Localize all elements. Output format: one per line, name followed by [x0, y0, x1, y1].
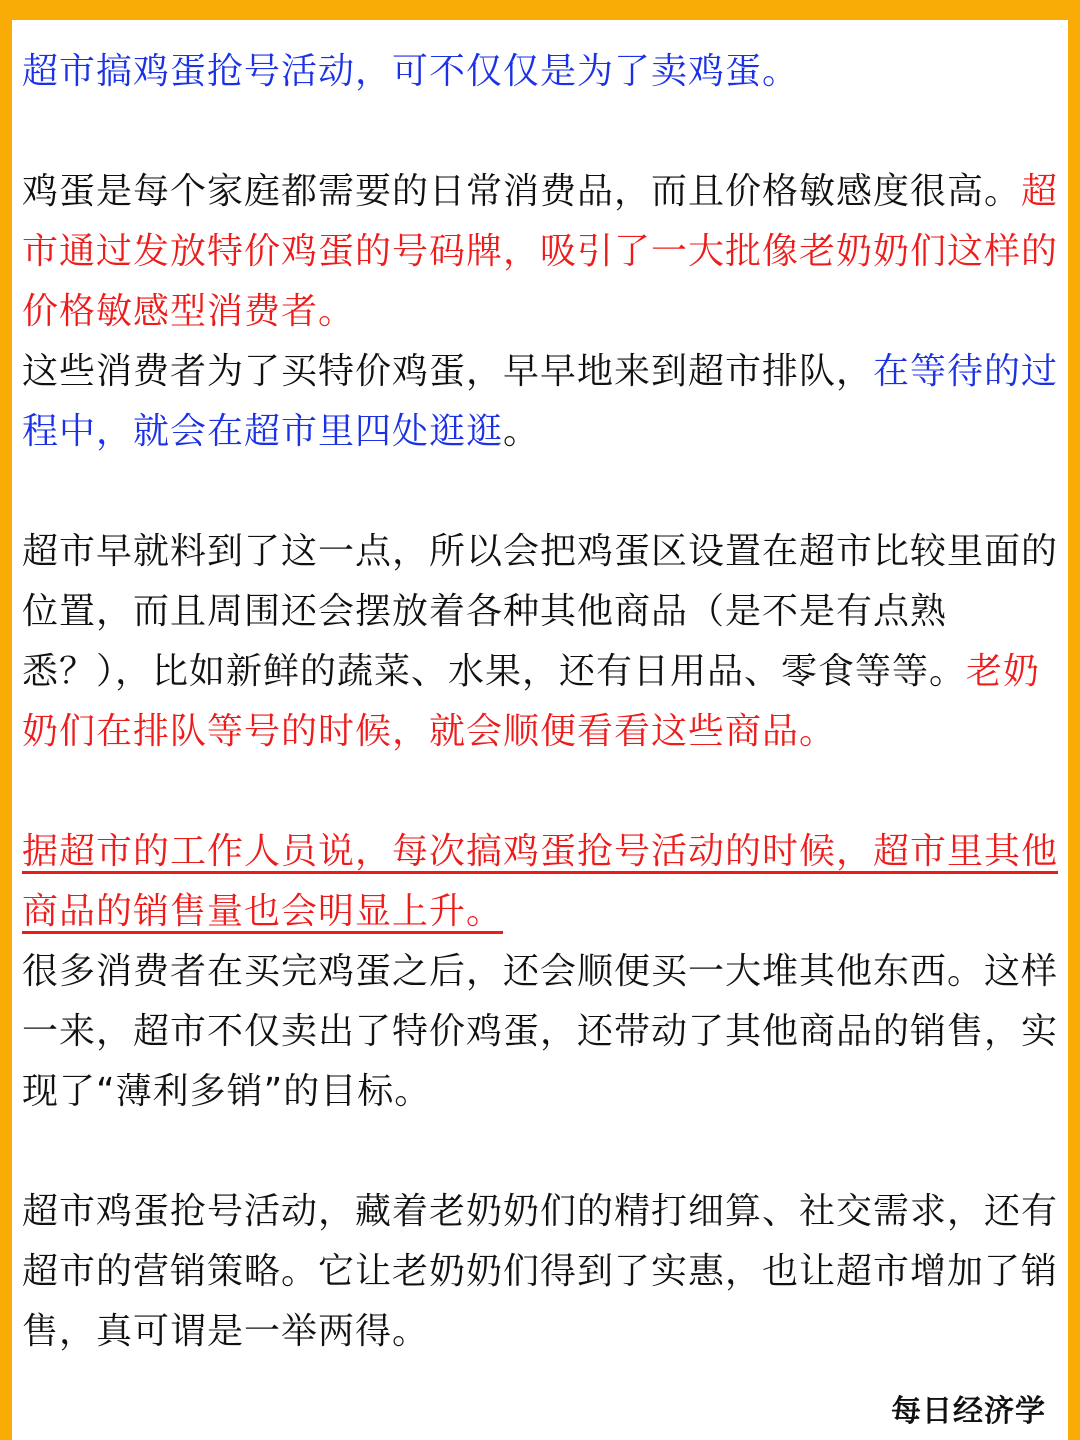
paragraph-sales-increase: [22, 822, 1062, 942]
paragraph-text: 这些消费者为了买特价鸡蛋，早早地来到超市排队，: [22, 351, 874, 392]
article-body: [22, 42, 1062, 1362]
highlight-blue-text: 在等待的过程中，就会在超市里四处逛逛: [22, 351, 1059, 452]
highlight-red-text: 老奶奶们在排队等号的时候，就会顺便看看这些商品。: [22, 651, 1041, 752]
highlight-red-text: 超市通过发放特价鸡蛋的号码牌，吸引了一大批像老奶奶们这样的价格敏感型消费者。: [22, 171, 1059, 332]
paragraph-text: 很多消费者在买完鸡蛋之后，还会顺便买一大堆其他东西。这样一来，超市不仅卖出了特价鸡蛋，还带动了其他商品的销售，实现了“薄利多销”的目标。: [22, 951, 1059, 1112]
paragraph-egg-price-sensitivity: [22, 162, 1062, 342]
article-card: [12, 20, 1068, 1440]
paragraph-text: 鸡蛋是每个家庭都需要的日常消费品，而且价格敏感度很高。: [22, 171, 1022, 212]
paragraph-store-layout: [22, 522, 1062, 762]
paragraph-text: 超市早就料到了这一点，所以会把鸡蛋区设置在超市比较里面的位置，而且周围还会摆放着各种其他商品（是不是有点熟悉？），比如新鲜的蔬菜、水果，还有日用品、零食等等。: [22, 531, 1059, 692]
paragraph-text: 超市鸡蛋抢号活动，藏着老奶奶们的精打细算、社交需求，还有超市的营销策略。它让老奶奶们得到了实惠，也让超市增加了销售，真可谓是一举两得。: [22, 1191, 1059, 1352]
title-text: 超市搞鸡蛋抢号活动，可不仅仅是为了卖鸡蛋。: [22, 51, 800, 92]
article-title: [22, 42, 1062, 102]
paragraph-text: 。: [503, 411, 541, 452]
paragraph-gap: [22, 762, 1062, 822]
paragraph-conclusion: [22, 1182, 1062, 1362]
highlight-red-underlined-text: 据超市的工作人员说，每次搞鸡蛋抢号活动的时候，超市里其他商品的销售量也会明显上升。: [22, 831, 1059, 932]
paragraph-gap: [22, 462, 1062, 522]
paragraph-gap: [22, 102, 1062, 162]
paragraph-gap: [22, 1122, 1062, 1182]
footer-signature: 每日经济学: [891, 1394, 1046, 1429]
paragraph-thin-margin: [22, 942, 1062, 1122]
paragraph-queue: [22, 342, 1062, 462]
